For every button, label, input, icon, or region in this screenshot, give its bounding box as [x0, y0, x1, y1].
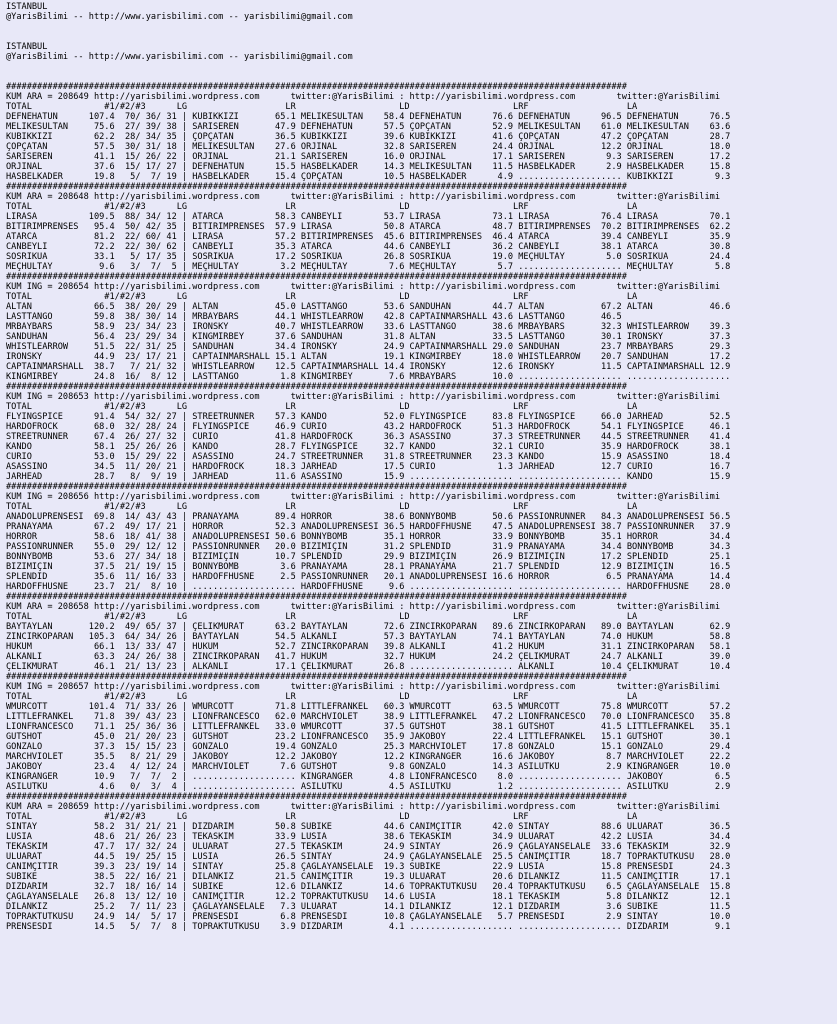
blank-line: [6, 72, 837, 82]
race-row: GONZALO 37.3 15/ 15/ 23 | GONZALO 19.4 GONZALO 25.3 MARCHVIOLET 17.8 GONZALO 15.1 GONZALO 29.4: [6, 742, 731, 752]
race-row: PASSIONRUNNER 55.0 29/ 12/ 12 | PASSIONRUNNER 20.0 BIZIMIÇIN 31.2 SPLENDID 31.9 PRANAYAMA 34.4 BONNYBOMB 34.3: [6, 542, 731, 552]
race-row: ALTAN 66.5 38/ 20/ 29 | ALTAN 45.0 LASTTANGO 53.6 SANDUHAN 44.7 ALTAN 67.2 ALTAN 46.6: [6, 302, 731, 312]
race-row: SARISEREN 41.1 15/ 26/ 22 | ORJINAL 21.1 SARISEREN 16.0 ORJINAL 17.1 SARISEREN 9.3 SARISEREN 17.2: [6, 152, 731, 162]
column-header: TOTAL #1/#2/#3 LG LR LD LRF LA: [6, 402, 638, 412]
race-row: TEKASKIM 47.7 17/ 32/ 24 | ULUARAT 27.5 TEKASKIM 24.9 SINTAY 26.9 ÇAGLAYANSELALE 33.6 TEKASKIM 32.9: [6, 842, 731, 852]
city-line: ISTANBUL: [6, 42, 48, 52]
race-row: MRBAYBARS 58.9 23/ 34/ 23 | IRONSKY 40.7 WHISTLEARROW 33.6 LASTTANGO 38.6 MRBAYBARS 32.3 WHISTLEARROW 39.3: [6, 322, 731, 332]
column-header: TOTAL #1/#2/#3 LG LR LD LRF LA: [6, 612, 638, 622]
blank-line: [6, 62, 837, 72]
race-row: ANADOLUPRENSESI 69.8 14/ 43/ 43 | PRANAYAMA 89.4 HORROR 38.6 BONNYBOMB 50.6 PASSIONRUNNER 84.3 ANADOLUPRENSESI 56.5: [6, 512, 731, 522]
race-row: ALKANLI 63.3 24/ 26/ 38 | ZINCIRKOPARAN 41.7 HÜKÜM 32.7 HÜKÜM 24.2 ÇELIKMURAT 24.7 ALKANLI 39.0: [6, 652, 731, 662]
race-row: KANDO 58.1 25/ 26/ 26 | KANDO 28.7 FLYINGSPICE 32.7 KANDO 32.1 CURIO 35.9 HARDOFROCK 38.1: [6, 442, 731, 452]
race-row: FLYINGSPICE 91.4 54/ 32/ 27 | STREETRUNNER 57.3 KANDO 52.0 FLYINGSPICE 83.8 FLYINGSPICE 66.0 JARHEAD 52.5: [6, 412, 731, 422]
race-row: BITIRIMPRENSES 95.4 50/ 42/ 35 | BITIRIMPRENSES 57.9 LIRASA 50.8 ATARCA 48.7 BITIRIMPRENSES 70.2 BITIRIMPRENSES 62.2: [6, 222, 731, 232]
race-header: KUM ING = 208657 http://yarisbilimi.wordpress.com twitter:@YarisBilimi : http://yarisbilimi.wordpress.com twitter:@YarisBilimi: [6, 682, 720, 692]
race-row: BAYTAYLAN 120.2 49/ 65/ 37 | ÇELIKMURAT 63.2 BAYTAYLAN 72.6 ZINCIRKOPARAN 89.6 ZINCIRKOPARAN 89.0 BAYTAYLAN 62.9: [6, 622, 731, 632]
race-header: KUM ING = 208653 http://yarisbilimi.wordpress.com twitter:@YarisBilimi : http://yarisbilimi.wordpress.com twitter:@YarisBilimi: [6, 392, 720, 402]
race-row: MARCHVIOLET 35.5 8/ 21/ 29 | JAKOBOY 12.2 JAKOBOY 12.2 KINGRANGER 16.6 JAKOBOY 8.7 MARCHVIOLET 22.2: [6, 752, 731, 762]
race-row: SPLENDID 35.6 11/ 16/ 33 | HARDOFFHÜSNE 2.5 PASSIONRUNNER 20.1 ANADOLUPRENSESI 16.6 HORROR 6.5 PRANAYAMA 14.4: [6, 572, 731, 582]
race-row: ÇELIKMURAT 46.1 21/ 13/ 23 | ALKANLI 17.1 ÇELIKMURAT 26.8 .................... ALKANLI 10.4 ÇELIKMURAT 10.4: [6, 662, 731, 672]
separator-line: ########################################################################################################################: [6, 382, 627, 392]
blank-line: [6, 22, 837, 32]
race-row: CAPTAINMARSHALL 38.7 7/ 21/ 32 | WHISTLEARROW 12.5 CAPTAINMARSHALL 14.4 IRONSKY 12.6 IRONSKY 11.5 CAPTAINMARSHALL 12.9: [6, 362, 731, 372]
race-header: KUM ING = 208656 http://yarisbilimi.wordpress.com twitter:@YarisBilimi : http://yarisbilimi.wordpress.com twitter:@YarisBilimi: [6, 492, 720, 502]
race-row: LITTLEFRANKEL 71.8 39/ 43/ 23 | LIONFRANCESCO 62.0 MARCHVIOLET 38.9 LITTLEFRANKEL 47.2 LIONFRANCESCO 70.0 LIONFRANCESCO 35.8: [6, 712, 731, 722]
race-row: SUBIKE 38.5 22/ 16/ 21 | DILANKIZ 21.5 CANIMÇITIR 19.3 ULUARAT 20.6 DILANKIZ 11.5 CANIMÇITIR 17.1: [6, 872, 731, 882]
separator-line: ########################################################################################################################: [6, 82, 627, 92]
race-row: SINTAY 58.2 31/ 21/ 21 | DIZDARIM 50.8 SUBIKE 44.6 CANIMÇITIR 42.0 SINTAY 88.6 ULUARAT 36.5: [6, 822, 731, 832]
race-row: ZINCIRKOPARAN 105.3 64/ 34/ 26 | BAYTAYLAN 54.5 ALKANLI 57.3 BAYTAYLAN 74.1 BAYTAYLAN 74.0 HÜKÜM 58.8: [6, 632, 731, 642]
separator-line: ########################################################################################################################: [6, 182, 627, 192]
race-row: GUTSHOT 45.0 21/ 20/ 23 | GUTSHOT 23.2 LIONFRANCESCO 35.9 JAKOBOY 22.4 LITTLEFRANKEL 15.1 GUTSHOT 30.1: [6, 732, 731, 742]
race-row: KUBIKKIZI 62.2 28/ 34/ 35 | ÇÖPÇATAN 36.5 KUBIKKIZI 39.6 KUBIKKIZI 41.6 ÇÖPÇATAN 47.2 ÇÖPÇATAN 28.7: [6, 132, 731, 142]
race-row: MEÇHULTAY 9.6 3/ 7/ 5 | MEÇHULTAY 3.2 MEÇHULTAY 7.6 MEÇHULTAY 5.7 .................... MEÇHULTAY 5.8: [6, 262, 731, 272]
race-header: KUM ARA = 208648 http://yarisbilimi.wordpress.com twitter:@YarisBilimi : http://yarisbilimi.wordpress.com twitter:@YarisBilimi: [6, 192, 720, 202]
race-row: CANBEYLI 72.2 22/ 30/ 62 | CANBEYLI 35.3 ATARCA 44.6 CANBEYLI 36.2 CANBEYLI 38.1 ATARCA 30.8: [6, 242, 731, 252]
race-stats-sheet: [6, 2, 837, 932]
race-row: STREETRUNNER 67.4 26/ 27/ 32 | CURIO 41.8 HARDOFROCK 36.3 ASASSINO 37.3 STREETRUNNER 44.5 STREETRUNNER 41.4: [6, 432, 731, 442]
race-row: WMURCOTT 101.4 71/ 33/ 26 | WMURCOTT 71.8 LITTLEFRANKEL 60.3 WMURCOTT 63.5 WMURCOTT 75.8 WMURCOTT 57.2: [6, 702, 731, 712]
race-row: JAKOBOY 23.4 4/ 12/ 24 | MARCHVIOLET 7.6 GUTSHOT 9.8 GONZALO 14.3 ASILUTKU 2.9 KINGRANGER 10.0: [6, 762, 731, 772]
column-header: TOTAL #1/#2/#3 LG LR LD LRF LA: [6, 102, 638, 112]
race-row: LIONFRANCESCO 71.1 25/ 36/ 36 | LITTLEFRANKEL 33.0 WMURCOTT 37.5 GUTSHOT 38.1 GUTSHOT 41.5 LITTLEFRANKEL 35.1: [6, 722, 731, 732]
separator-line: ########################################################################################################################: [6, 272, 627, 282]
race-row: LIRASA 109.5 88/ 34/ 12 | ATARCA 58.3 CANBEYLI 53.7 LIRASA 73.1 LIRASA 76.4 LIRASA 70.1: [6, 212, 731, 222]
race-header: KUM ARA = 208659 http://yarisbilimi.wordpress.com twitter:@YarisBilimi : http://yarisbilimi.wordpress.com twitter:@YarisBilimi: [6, 802, 720, 812]
race-header: KUM ARA = 208649 http://yarisbilimi.wordpress.com twitter:@YarisBilimi : http://yarisbilimi.wordpress.com twitter:@YarisBilimi: [6, 92, 720, 102]
race-row: HÜKÜM 66.1 13/ 33/ 47 | HÜKÜM 52.7 ZINCIRKOPARAN 39.8 ALKANLI 41.2 HÜKÜM 31.1 ZINCIRKOPARAN 58.1: [6, 642, 731, 652]
separator-line: ########################################################################################################################: [6, 672, 627, 682]
race-row: LUSIA 48.6 21/ 26/ 23 | TEKASKIM 33.9 LUSIA 38.6 TEKASKIM 34.9 ULUARAT 42.2 LUSIA 34.4: [6, 832, 731, 842]
race-row: ASASSINO 34.5 11/ 20/ 21 | HARDOFROCK 18.3 JARHEAD 17.5 CURIO 1.3 JARHEAD 12.7 CURIO 16.7: [6, 462, 731, 472]
column-header: TOTAL #1/#2/#3 LG LR LD LRF LA: [6, 812, 638, 822]
race-row: JARHEAD 28.7 8/ 9/ 19 | JARHEAD 11.6 ASASSINO 15.9 .................... .................... KANDO 15.9: [6, 472, 731, 482]
race-row: KINGRANGER 10.9 7/ 7/ 2 | .................... KINGRANGER 4.8 LIONFRANCESCO 8.0 .................... JAKOBOY 6.5: [6, 772, 731, 782]
race-row: HASBELKADER 19.8 5/ 7/ 19 | HASBELKADER 15.4 ÇÖPÇATAN 10.5 HASBELKADER 4.9 .................... KUBIKKIZI 9.3: [6, 172, 731, 182]
race-row: BONNYBOMB 53.6 27/ 34/ 18 | BIZIMIÇIN 10.7 SPLENDID 29.9 BIZIMIÇIN 26.9 BIZIMIÇIN 17.2 SPLENDID 25.1: [6, 552, 731, 562]
race-row: SOSRIKUA 33.1 5/ 17/ 35 | SOSRIKUA 17.2 SOSRIKUA 26.8 SOSRIKUA 19.0 MEÇHULTAY 5.0 SOSRIKUA 24.4: [6, 252, 731, 262]
race-row: ORJINAL 37.6 15/ 17/ 27 | DEFNEHATUN 15.5 HASBELKADER 14.3 MELIKESULTAN 11.5 HASBELKADER 2.9 HASBELKADER 15.8: [6, 162, 731, 172]
race-row: ULUARAT 44.5 19/ 25/ 15 | LUSIA 26.5 SINTAY 24.9 ÇAGLAYANSELALE 25.5 CANIMÇITIR 18.7 TOPRAKTUTKUSU 28.0: [6, 852, 731, 862]
race-row: ATARCA 81.2 22/ 60/ 41 | LIRASA 57.2 BITIRIMPRENSES 45.6 BITIRIMPRENSES 46.4 ATARCA 39.4 CANBEYLI 35.9: [6, 232, 731, 242]
city-line: ISTANBUL: [6, 2, 48, 12]
race-row: DEFNEHATUN 107.4 70/ 36/ 31 | KUBIKKIZI 65.1 MELIKESULTAN 58.4 DEFNEHATUN 76.6 DEFNEHATUN 96.5 DEFNEHATUN 76.5: [6, 112, 731, 122]
race-row: DILANKIZ 25.2 7/ 11/ 23 | ÇAGLAYANSELALE 7.3 ULUARAT 14.1 DILANKIZ 12.1 DIZDARIM 3.6 SUBIKE 11.5: [6, 902, 731, 912]
column-header: TOTAL #1/#2/#3 LG LR LD LRF LA: [6, 502, 638, 512]
race-row: CANIMÇITIR 39.3 23/ 19/ 14 | SINTAY 25.8 ÇAGLAYANSELALE 19.3 SUBIKE 22.9 LUSIA 15.8 PRENSESDI 24.3: [6, 862, 731, 872]
race-row: KINGMIRBEY 24.8 16/ 8/ 12 | LASTTANGO 1.8 KINGMIRBEY 7.6 MRBAYBARS 10.0 .................... ....................: [6, 372, 731, 382]
race-row: LASTTANGO 59.8 38/ 30/ 14 | MRBAYBARS 44.1 WHISTLEARROW 42.8 CAPTAINMARSHALL 43.6 LASTTANGO 46.5: [6, 312, 622, 322]
blank-line: [6, 32, 837, 42]
race-row: ÇAGLAYANSELALE 26.8 13/ 12/ 10 | CANIMÇITIR 12.2 TOPRAKTUTKUSU 14.6 LUSIA 18.1 TEKASKIM 5.8 DILANKIZ 12.1: [6, 892, 731, 902]
race-row: MELIKESULTAN 75.6 27/ 39/ 38 | SARISEREN 47.9 DEFNEHATUN 57.5 ÇÖPÇATAN 52.9 MELIKESULTAN 61.0 MELIKESULTAN 63.6: [6, 122, 731, 132]
separator-line: ########################################################################################################################: [6, 592, 627, 602]
column-header: TOTAL #1/#2/#3 LG LR LD LRF LA: [6, 202, 638, 212]
race-row: HARDOFFHÜSNE 23.7 21/ 8/ 10 | .................... HARDOFFHÜSNE 9.6 .................... .................... HARDOFFHÜSNE 28.0: [6, 582, 731, 592]
race-row: HARDOFROCK 68.0 32/ 28/ 24 | FLYINGSPICE 46.9 CURIO 43.2 HARDOFROCK 51.3 HARDOFROCK 54.1 FLYINGSPICE 46.1: [6, 422, 731, 432]
race-row: TOPRAKTUTKUSU 24.9 14/ 5/ 17 | PRENSESDI 6.8 PRENSESDI 10.8 ÇAGLAYANSELALE 5.7 PRENSESDI 2.9 SINTAY 10.0: [6, 912, 731, 922]
race-row: SANDUHAN 56.4 23/ 29/ 34 | KINGMIRBEY 37.6 SANDUHAN 31.8 ALTAN 33.5 LASTTANGO 30.1 IRONSKY 37.3: [6, 332, 731, 342]
column-header: TOTAL #1/#2/#3 LG LR LD LRF LA: [6, 292, 638, 302]
race-row: PRENSESDI 14.5 5/ 7/ 8 | TOPRAKTUTKUSU 3.9 DIZDARIM 4.1 .................... .................... DIZDARIM 9.1: [6, 922, 731, 932]
race-row: BIZIMIÇIN 37.5 21/ 19/ 15 | BONNYBOMB 3.6 PRANAYAMA 28.1 PRANAYAMA 21.7 SPLENDID 12.9 BIZIMIÇIN 16.5: [6, 562, 731, 572]
race-header: KUM ARA = 208658 http://yarisbilimi.wordpress.com twitter:@YarisBilimi : http://yarisbilimi.wordpress.com twitter:@YarisBilimi: [6, 602, 720, 612]
separator-line: ########################################################################################################################: [6, 482, 627, 492]
race-row: PRANAYAMA 67.2 49/ 17/ 21 | HORROR 52.3 ANADOLUPRENSESI 36.5 HARDOFFHÜSNE 47.5 ANADOLUPRENSESI 38.7 PASSIONRUNNER 37.9: [6, 522, 731, 532]
race-row: WHISTLEARROW 51.5 22/ 31/ 25 | SANDUHAN 34.4 IRONSKY 24.9 CAPTAINMARSHALL 29.0 SANDUHAN 23.7 MRBAYBARS 29.3: [6, 342, 731, 352]
race-row: CURIO 53.0 15/ 29/ 22 | ASASSINO 24.7 STREETRUNNER 31.8 STREETRUNNER 23.3 KANDO 15.9 ASASSINO 18.4: [6, 452, 731, 462]
race-row: ASILUTKU 4.6 0/ 3/ 4 | .................... ASILUTKU 4.5 ASILUTKU 1.2 .................... ASILUTKU 2.9: [6, 782, 731, 792]
race-header: KUM ING = 208654 http://yarisbilimi.wordpress.com twitter:@YarisBilimi : http://yarisbilimi.wordpress.com twitter:@YarisBilimi: [6, 282, 720, 292]
race-row: ÇÖPÇATAN 57.5 30/ 31/ 18 | MELIKESULTAN 27.6 ORJINAL 32.8 SARISEREN 24.4 ORJINAL 12.2 ORJINAL 18.0: [6, 142, 731, 152]
separator-line: ########################################################################################################################: [6, 792, 627, 802]
contact-line: @YarisBilimi -- http://www.yarisbilimi.com -- yarisbilimi@gmail.com: [6, 52, 353, 62]
race-row: HORROR 58.6 18/ 41/ 38 | ANADOLUPRENSESI 50.6 BONNYBOMB 35.1 HORROR 33.9 BONNYBOMB 35.1 HORROR 34.4: [6, 532, 731, 542]
contact-line: @YarisBilimi -- http://www.yarisbilimi.com -- yarisbilimi@gmail.com: [6, 12, 353, 22]
race-row: DIZDARIM 32.7 18/ 16/ 14 | SUBIKE 12.6 DILANKIZ 14.6 TOPRAKTUTKUSU 20.4 TOPRAKTUTKUSU 6.5 ÇAGLAYANSELALE 15.8: [6, 882, 731, 892]
race-row: IRONSKY 44.9 23/ 17/ 21 | CAPTAINMARSHALL 15.1 ALTAN 19.1 KINGMIRBEY 18.0 WHISTLEARROW 20.7 SANDUHAN 17.2: [6, 352, 731, 362]
column-header: TOTAL #1/#2/#3 LG LR LD LRF LA: [6, 692, 638, 702]
